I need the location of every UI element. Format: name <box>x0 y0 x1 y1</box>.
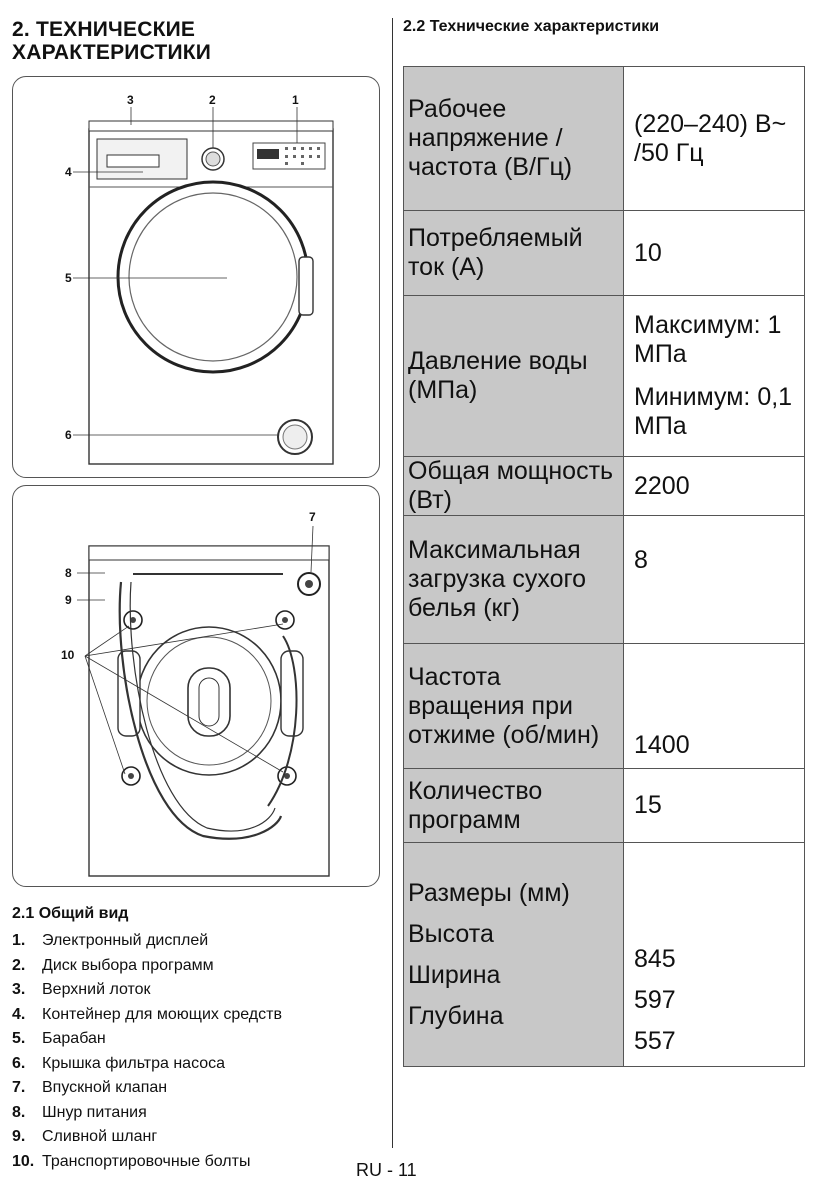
water-pressure-value <box>624 296 805 457</box>
spin-speed-label: Частота вращения при отжиме (об/мин) <box>404 644 624 769</box>
parts-list <box>12 929 282 1174</box>
list-item: 10. Транспортировочные болты <box>12 1152 251 1170</box>
height-value: 845 <box>634 945 676 973</box>
callout-2: 2 <box>209 93 216 107</box>
callout-8: 8 <box>65 566 72 580</box>
table-row <box>404 644 805 769</box>
table-row <box>404 516 805 644</box>
width-value: 597 <box>634 986 676 1014</box>
callout-3: 3 <box>127 93 134 107</box>
callout-7: 7 <box>309 510 316 524</box>
table-row <box>404 457 805 516</box>
list-item: 4. Контейнер для моющих средств <box>12 1005 282 1023</box>
dimensions-value-cell <box>624 843 805 1067</box>
page-number: RU - 11 <box>356 1160 417 1180</box>
water-pressure-label: Давление воды (МПа) <box>404 296 624 457</box>
total-power-value: 2200 <box>624 457 805 516</box>
current-label: Потребляемый ток (А) <box>404 211 624 296</box>
back-view-panel <box>12 485 380 887</box>
callout-6: 6 <box>65 428 72 442</box>
dimensions-label: Размеры (мм) <box>408 878 570 907</box>
column-divider <box>392 18 393 1148</box>
spin-speed-value: 1400 <box>624 644 805 769</box>
max-load-label: Максимальная загрузка сухого белья (кг) <box>404 516 624 644</box>
list-item: 9. Сливной шланг <box>12 1128 158 1145</box>
general-view-title: 2.1 Общий вид <box>12 905 129 922</box>
back-view-illustration <box>13 486 379 886</box>
list-item: 1. Электронный дисплей <box>12 932 209 949</box>
list-item: 2. Диск выбора программ <box>12 956 214 974</box>
voltage-value: (220–240) В~ /50 Гц <box>624 67 805 211</box>
section-title: 2. ТЕХНИЧЕСКИЕ ХАРАКТЕРИСТИКИ <box>12 18 212 64</box>
total-power-label: Общая мощность (Вт) <box>404 457 624 516</box>
callout-4: 4 <box>65 165 72 179</box>
voltage-label: Рабочее напряжение / частота (В/Гц) <box>404 67 624 211</box>
depth-value: 557 <box>634 1027 676 1055</box>
callout-9: 9 <box>65 593 72 607</box>
table-row <box>404 769 805 843</box>
callout-10: 10 <box>61 648 75 662</box>
current-value: 10 <box>624 211 805 296</box>
programs-label: Количество программ <box>404 769 624 843</box>
list-item: 8. Шнур питания <box>12 1103 147 1121</box>
water-pressure-max: Максимум: 1 МПа <box>634 311 782 368</box>
width-label: Ширина <box>408 960 501 989</box>
table-row <box>404 67 805 211</box>
callout-1: 1 <box>292 93 299 107</box>
list-item: 3. Верхний лоток <box>12 981 151 998</box>
table-row <box>404 843 805 1067</box>
callout-5: 5 <box>65 271 72 285</box>
specs-table <box>403 66 805 1067</box>
water-pressure-min: Минимум: 0,1 МПа <box>634 383 793 440</box>
list-item: 6. Крышка фильтра насоса <box>12 1054 226 1072</box>
list-item: 7. Впускной клапан <box>12 1079 168 1096</box>
list-item: 5. Барабан <box>12 1030 106 1047</box>
depth-label: Глубина <box>408 1001 504 1030</box>
table-row <box>404 211 805 296</box>
max-load-value: 8 <box>624 516 805 644</box>
specs-title: 2.2 Технические характеристики <box>403 18 660 35</box>
dimensions-label-cell <box>404 843 624 1067</box>
programs-value: 15 <box>624 769 805 843</box>
height-label: Высота <box>408 919 494 948</box>
front-view-panel <box>12 76 380 478</box>
table-row <box>404 296 805 457</box>
